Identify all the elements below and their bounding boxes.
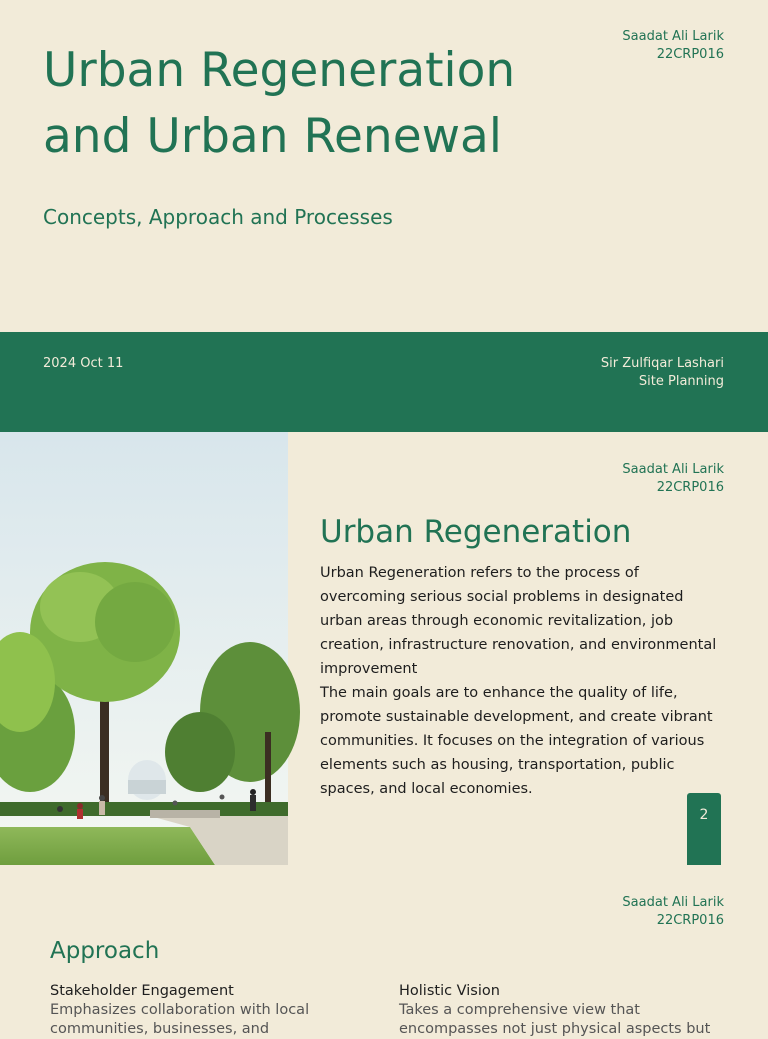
author-block bbox=[622, 28, 724, 64]
section-title: Urban Regeneration bbox=[320, 514, 632, 550]
column-text: Emphasizes collaboration with local communities, businesses, and bbox=[50, 1002, 310, 1037]
title-line-1: Urban Regeneration bbox=[43, 43, 516, 98]
author-name: Saadat Ali Larik bbox=[622, 29, 724, 44]
author-block bbox=[622, 894, 724, 930]
cover-page bbox=[0, 0, 768, 332]
author-block bbox=[622, 461, 724, 497]
column-text: Takes a comprehensive view that encompasses not just physical aspects but bbox=[399, 1002, 711, 1037]
column-heading: Stakeholder Engagement bbox=[50, 983, 234, 999]
park-illustration bbox=[0, 432, 288, 865]
title-line-2: and Urban Renewal bbox=[43, 109, 502, 164]
section-body bbox=[320, 561, 720, 801]
author-name: Saadat Ali Larik bbox=[622, 895, 724, 910]
author-id: 22CRP016 bbox=[656, 47, 724, 62]
column-heading: Holistic Vision bbox=[399, 983, 500, 999]
urban-regeneration-page bbox=[0, 432, 768, 865]
paragraph-definition: Urban Regeneration refers to the process of overcoming serious social problems in designated urban areas through economic revitalization, job creation, infrastructure renovation, and environmental improvement bbox=[320, 565, 717, 677]
instructor-name: Sir Zulfiqar Lashari bbox=[600, 356, 724, 371]
park-photo bbox=[0, 432, 288, 865]
info-band bbox=[0, 332, 768, 432]
approach-column-holistic bbox=[399, 981, 729, 1039]
author-id: 22CRP016 bbox=[656, 913, 724, 928]
paragraph-goals: The main goals are to enhance the quality of life, promote sustainable development, and create vibrant communities. It focuses on the integration of various elements such as housing, transportation, public spaces, and local economies. bbox=[320, 685, 713, 797]
presentation-date: 2024 Oct 11 bbox=[43, 356, 124, 371]
page-number-tab: 2 bbox=[687, 793, 721, 865]
author-id: 22CRP016 bbox=[656, 480, 724, 495]
author-name: Saadat Ali Larik bbox=[622, 462, 724, 477]
course-name: Site Planning bbox=[638, 374, 724, 389]
document-title bbox=[43, 38, 603, 170]
approach-title: Approach bbox=[50, 938, 160, 964]
approach-page bbox=[0, 865, 768, 1037]
approach-column-stakeholder bbox=[50, 981, 380, 1039]
document-subtitle: Concepts, Approach and Processes bbox=[43, 205, 393, 229]
course-info bbox=[601, 355, 724, 391]
